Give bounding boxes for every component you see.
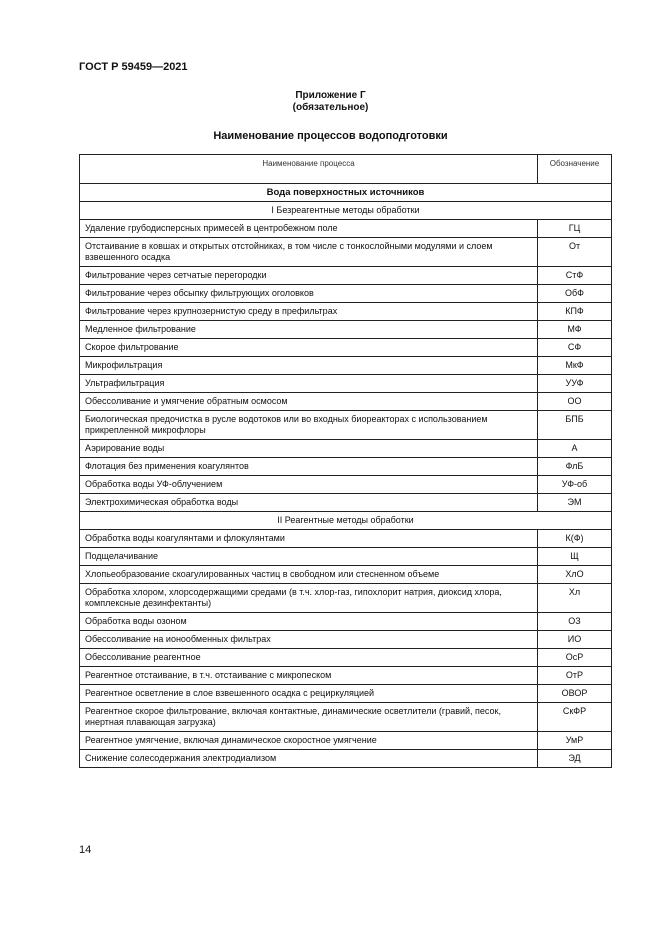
table-row	[80, 393, 612, 411]
table-row	[80, 530, 612, 548]
table-row	[80, 667, 612, 685]
table-row	[80, 357, 612, 375]
process-code: ХлО	[538, 566, 612, 584]
process-code: СтФ	[538, 267, 612, 285]
process-code: ИО	[538, 631, 612, 649]
process-code: ОЗ	[538, 613, 612, 631]
process-code: БПБ	[538, 411, 612, 440]
table-row	[80, 220, 612, 238]
process-code: ОсР	[538, 649, 612, 667]
table-row	[80, 750, 612, 768]
process-name: Реагентное скорое фильтрование, включая контактные, динамические осветлители (гравий, песок, инертная плавающая загрузка)	[80, 703, 538, 732]
table-row	[80, 375, 612, 393]
process-code: А	[538, 440, 612, 458]
table-row	[80, 566, 612, 584]
group2-title: II Реагентные методы обработки	[80, 512, 612, 530]
table-row	[80, 267, 612, 285]
process-code: ОО	[538, 393, 612, 411]
process-name: Обессоливание и умягчение обратным осмосом	[80, 393, 538, 411]
table-row	[80, 649, 612, 667]
process-name: Реагентное отстаивание, в т.ч. отстаивание с микропеском	[80, 667, 538, 685]
table-row	[80, 703, 612, 732]
section-title: Вода поверхностных источников	[80, 184, 612, 202]
table-row	[80, 440, 612, 458]
process-name: Медленное фильтрование	[80, 321, 538, 339]
table-row	[80, 732, 612, 750]
table-header-row	[80, 155, 612, 184]
table-row	[80, 458, 612, 476]
page-number: 14	[79, 844, 92, 856]
process-code: ОВОР	[538, 685, 612, 703]
table-row	[80, 548, 612, 566]
process-code: УмР	[538, 732, 612, 750]
table-row	[80, 584, 612, 613]
process-code: ОбФ	[538, 285, 612, 303]
appendix-title: Приложение Г	[295, 90, 366, 101]
process-name: Скорое фильтрование	[80, 339, 538, 357]
document-standard-id: ГОСТ Р 59459—2021	[79, 61, 188, 73]
process-code: К(Ф)	[538, 530, 612, 548]
process-code: От	[538, 238, 612, 267]
process-name: Обработка воды озоном	[80, 613, 538, 631]
table-row	[80, 494, 612, 512]
process-code: ЭМ	[538, 494, 612, 512]
process-name: Обессоливание на ионообменных фильтрах	[80, 631, 538, 649]
table-row	[80, 631, 612, 649]
group2-row	[80, 512, 612, 530]
process-name: Обессоливание реагентное	[80, 649, 538, 667]
process-name: Реагентное умягчение, включая динамическое скоростное умягчение	[80, 732, 538, 750]
process-name: Микрофильтрация	[80, 357, 538, 375]
process-name: Биологическая предочистка в русле водотоков или во входных биореакторах с использованием прикрепленной микрофлоры	[80, 411, 538, 440]
process-code: ЭД	[538, 750, 612, 768]
document-title: Наименование процессов водоподготовки	[213, 130, 448, 142]
table-row	[80, 339, 612, 357]
process-code: КПФ	[538, 303, 612, 321]
process-code: МкФ	[538, 357, 612, 375]
table-row	[80, 685, 612, 703]
process-name: Обработка хлором, хлорсодержащими средами (в т.ч. хлор-газ, гипохлорит натрия, диоксид хлора, комплексные дезинфектанты)	[80, 584, 538, 613]
group1-row	[80, 202, 612, 220]
section-row	[80, 184, 612, 202]
process-name: Обработка воды УФ-облучением	[80, 476, 538, 494]
appendix-note: (обязательное)	[292, 102, 369, 113]
table-row	[80, 613, 612, 631]
process-name: Фильтрование через обсыпку фильтрующих оголовков	[80, 285, 538, 303]
table-row	[80, 285, 612, 303]
process-code: Щ	[538, 548, 612, 566]
process-name: Снижение солесодержания электродиализом	[80, 750, 538, 768]
table-row	[80, 476, 612, 494]
process-code: СФ	[538, 339, 612, 357]
process-name: Подщелачивание	[80, 548, 538, 566]
process-code: ФлБ	[538, 458, 612, 476]
process-name: Аэрирование воды	[80, 440, 538, 458]
process-name: Фильтрование через крупнозернистую среду в префильтрах	[80, 303, 538, 321]
processes-table	[79, 154, 612, 768]
process-name: Реагентное осветление в слое взвешенного осадка с рециркуляцией	[80, 685, 538, 703]
process-code: УУФ	[538, 375, 612, 393]
process-code: Хл	[538, 584, 612, 613]
process-name: Фильтрование через сетчатые перегородки	[80, 267, 538, 285]
appendix-heading	[0, 90, 661, 114]
table-row	[80, 303, 612, 321]
process-name: Ультрафильтрация	[80, 375, 538, 393]
process-code: МФ	[538, 321, 612, 339]
process-name: Обработка воды коагулянтами и флокулянтами	[80, 530, 538, 548]
column-header-code: Обозначение	[538, 155, 612, 184]
table-row	[80, 321, 612, 339]
table-row	[80, 411, 612, 440]
process-name: Хлопьеобразование скоагулированных частиц в свободном или стесненном объеме	[80, 566, 538, 584]
process-code: ОтР	[538, 667, 612, 685]
column-header-name: Наименование процесса	[80, 155, 538, 184]
process-name: Отстаивание в ковшах и открытых отстойниках, в том числе с тонкослойными модулями и слоем взвешенного осадка	[80, 238, 538, 267]
process-code: УФ-об	[538, 476, 612, 494]
table-row	[80, 238, 612, 267]
process-name: Флотация без применения коагулянтов	[80, 458, 538, 476]
process-name: Удаление грубодисперсных примесей в центробежном поле	[80, 220, 538, 238]
process-code: СкФР	[538, 703, 612, 732]
process-name: Электрохимическая обработка воды	[80, 494, 538, 512]
group1-title: I Безреагентные методы обработки	[80, 202, 612, 220]
process-code: ГЦ	[538, 220, 612, 238]
